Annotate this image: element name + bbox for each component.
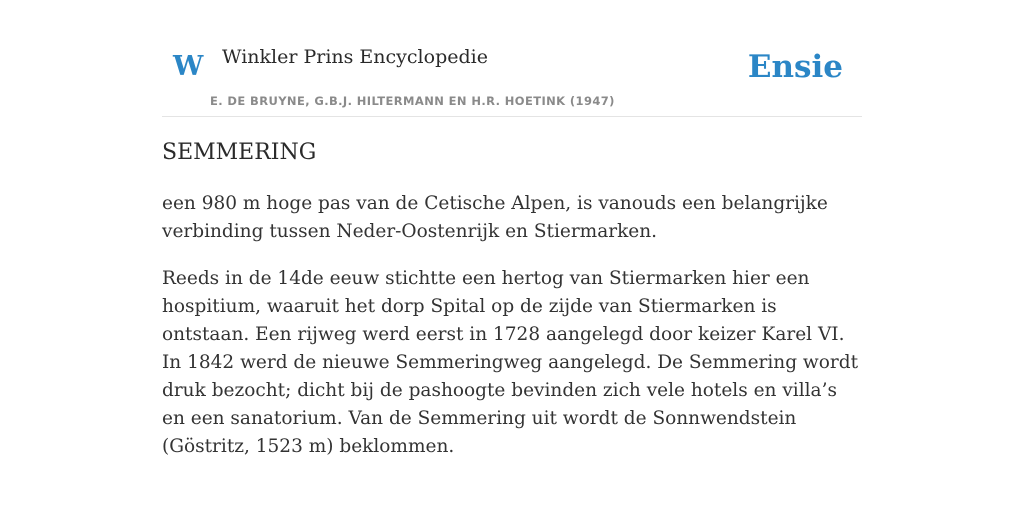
entry-title: SEMMERING bbox=[162, 140, 317, 165]
source-authors: E. DE BRUYNE, G.B.J. HILTERMANN EN H.R. HOETINK (1947) bbox=[210, 94, 615, 108]
source-header bbox=[162, 0, 862, 117]
article-paragraph: een 980 m hoge pas van de Cetische Alpen, is vanouds een belangrijke verbinding tussen Neder-Oostenrijk en Stiermarken. bbox=[162, 193, 828, 243]
article bbox=[162, 140, 862, 461]
brand-logo[interactable]: Ensie bbox=[747, 49, 843, 85]
page-container bbox=[162, 0, 862, 458]
source-logo[interactable]: W bbox=[173, 51, 204, 82]
source-title[interactable]: Winkler Prins Encyclopedie bbox=[222, 46, 488, 68]
article-paragraph: Reeds in de 14de eeuw stichtte een hertog van Stiermarken hier een hospitium, waaruit het dorp Spital op de zijde van Stiermarken is ontstaan. Een rijweg werd eerst in 1728 aangelegd door keizer Karel VI. In 1842 werd de nieuwe Semmeringweg aangelegd. De Semmering wordt druk bezocht; dicht bij de pashoogte bevinden zich vele hotels en villa’s en een sanatorium. Van de Semmering uit wordt de Sonnwendstein (Göstritz, 1523 m) beklommen. bbox=[162, 268, 859, 458]
